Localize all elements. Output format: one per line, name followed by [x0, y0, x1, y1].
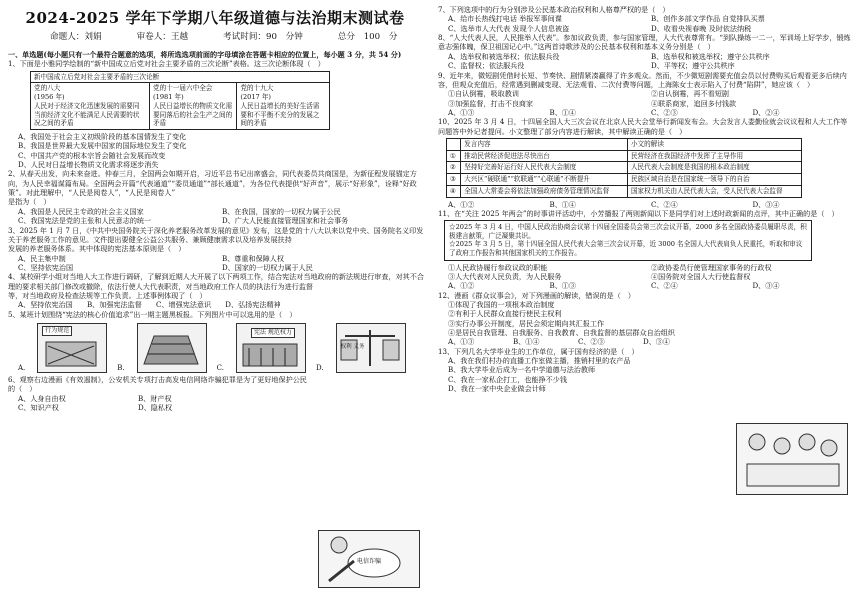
section-heading: 一、单选题(每小题只有一个最符合题意的选项，将所选选项前面的字母填涂在答题卡相应的位置上，每小题 3 分，共 54 分) — [8, 50, 402, 59]
q12-answer[interactable]: B、①④ — [513, 337, 540, 347]
q10-col-header: 发言内容 — [461, 139, 628, 151]
q12-answer[interactable]: D、③④ — [643, 337, 670, 347]
q9-options-row — [438, 89, 854, 98]
q3-option[interactable]: C、坚持依宪治国 — [18, 262, 74, 272]
q12-option: ①体现了我国的一项根本政治制度 — [448, 299, 555, 309]
question-5: 5、某班计划围绕“宪法的核心价值追求”出一期主题黑板报。下列图片中可以选用的是（ ） — [8, 309, 297, 319]
question-10: 10、2025 年 3 月 4 日，十四届全国人大三次会议在北京人民大会堂举行新闻发布会。大会发言人娄勤俭就会议议程和人大工作等问题答中外记者提问。小文整理了部分内容进行解读，其中解读正确的是（ ） — [438, 117, 848, 136]
q5-pic-letter: C. — [216, 363, 224, 372]
q12-answers-row — [438, 337, 708, 346]
table-row: ④ 全国人大常委会将依法加强政府债务管理情况监督 国家权力机关由人民代表大会，受人民代表大会监督 — [447, 185, 802, 197]
q11-answer[interactable]: D、③④ — [752, 281, 780, 291]
q3-options-row — [8, 263, 426, 272]
q9-answer[interactable]: D、②④ — [752, 107, 780, 117]
q2-options-row — [8, 207, 426, 216]
question-1: 1、下面是小雅同学绘制的“新中国成立后党对社会主要矛盾的三次论断”表格。这三次论断体现（ ） — [8, 59, 325, 69]
q11-options-row — [438, 263, 854, 272]
q8-options-row — [438, 61, 854, 70]
q11-answer[interactable]: C、②④ — [651, 281, 678, 291]
q2-option[interactable]: A、我国是人民民主专政的社会主义国家 — [18, 206, 144, 216]
question-6: 6、观察右边漫画《有效遏制》，公安机关专项打击高发电信网络诈骗犯罪是为了更好地保护公民的（ ） — [8, 375, 307, 394]
q8-options-row — [438, 52, 854, 61]
q6-option[interactable]: A、人身自由权 — [18, 393, 66, 403]
q11-news-box: ☆2025 年 3 月 4 日，中国人民政治协商会议第十四届全国委员会第三次会议开幕，2000 多名全国政协委员履职尽责，积极建言献策，广泛凝聚共识。 ☆2025 年 3 月 5 日，第十四届全国人民代表大会第三次会议开幕，近 3000 名全国人大代表肩负人民重托，听取和审议了政府工作报告和其他国家机关的工作报告。 — [444, 220, 812, 260]
q10-col-header: 小文的解读 — [627, 139, 801, 151]
question-4: 4、某校研学小组对当地人大工作进行调研，了解到近期人大开展了以下两项工作，结合宪法对当地政府的新法规进行审查，对其不合理的要求相关部门修改或撤除，依法行使人大代表职责，对当地政府工作人员的执法行为进行监督 — [8, 272, 424, 291]
q6-cartoon: 电信诈骗 — [318, 530, 420, 588]
right-column — [438, 5, 854, 394]
q2-option[interactable]: C、我国宪法是党的主张和人民意志的统一 — [18, 216, 152, 226]
q1-col-3: 党的十九大 (2017 年) 人民日益增长的美好生活需要和不平衡不充分的发展之间的矛盾 — [237, 83, 330, 130]
q7-options-row — [438, 24, 854, 33]
q1-option[interactable]: A、我国处于社会主义初级阶段的基本国情发生了变化 — [18, 131, 187, 141]
question-2-tail: 是指为（ ） — [8, 197, 51, 207]
q12-option: ④是居民自我管理、自我服务、自我教育、自我监督的基层群众自治组织 — [448, 328, 675, 338]
q1-option[interactable]: C、中国共产党的根本宗旨会随社会发展而改变 — [18, 150, 166, 160]
q5-picture-c[interactable]: 宪法 规范权力 — [236, 323, 306, 373]
q11-answer[interactable]: A、①② — [448, 281, 475, 291]
q5-pic-letter: A. — [18, 363, 26, 372]
q12-option: ③实行办事公开制度，居民会须定期向其汇报工作 — [448, 318, 605, 328]
q11-option: ①人民政协履行参政议政的职能 — [448, 262, 548, 272]
q1-col-1: 党的八大 (1956 年) 人民对于经济文化迅速发展的需要同当前经济文化不能满足人民需要的状况之间的矛盾 — [31, 83, 150, 130]
q10-answers-row — [438, 200, 854, 209]
q3-option[interactable]: D、国家的一切权力属于人民 — [222, 262, 313, 272]
q9-answer[interactable]: C、②③ — [651, 107, 678, 117]
left-column — [8, 50, 426, 565]
q12-answer[interactable]: A、①③ — [448, 337, 475, 347]
question-2: 2、从春天出发，向未来奋进。仲春三月，全国两会如期开启，习近平总书记出席盛会，同代表委员共商国是，为新征程发展锚定方向，为人民幸福谋篇布局。全国两会开篇“代表通道”“委员通道”“部长通道”，为各位代表提供“好声音”，展示“好形象”，诠释“好政策”。对此理解中，“人民是阅卷人”，“人民是阅卷人” — [8, 169, 417, 198]
q10-answer[interactable]: D、③④ — [752, 199, 780, 209]
q9-option: ①自认倒霉，吸取教训 — [448, 89, 519, 99]
q6-option[interactable]: D、隐私权 — [138, 403, 173, 413]
table-row: ② 坚持好完善好运行好人民代表大会制度 人民代表大会制度是我国的根本政治制度 — [447, 162, 802, 174]
question-12: 12、漫画《群众议事会》，对下列漫画的解读，错误的是（ ） — [438, 290, 636, 300]
q9-options-row — [438, 99, 854, 108]
q6-option[interactable]: B、财产权 — [138, 393, 172, 403]
q7-option[interactable]: A、给市长热线打电话 举报军事间谍 — [448, 14, 562, 24]
q7-option[interactable]: D、收看央视春晚 及时依法纳税 — [651, 23, 752, 33]
table-row: ① 推动民营经济促进法尽快出台 民营经济在我国经济中发挥了主导作用 — [447, 150, 802, 162]
q7-option[interactable]: B、创作多部文学作品 自觉排队买票 — [651, 14, 765, 24]
q8-option[interactable]: D、平等权；遵守公共秩序 — [651, 61, 735, 71]
q10-answer[interactable]: C、②④ — [651, 199, 678, 209]
q9-answers-row — [438, 108, 854, 117]
q9-answer[interactable]: A、①③ — [448, 107, 475, 117]
q5-pic-letter: D. — [316, 363, 324, 372]
q1-col-2: 党的十一届六中全会 (1981 年) 人民日益增长的物质文化需要同落后的社会生产之间的矛盾 — [150, 83, 237, 130]
author: 命题人：刘娟 — [50, 32, 102, 42]
q7-option[interactable]: C、选举市人大代表 发现个人信息被盗 — [448, 23, 570, 33]
question-4-tail: 等，对当地政府及检查法规等工作负责。上述事例体现了（ ） — [8, 291, 207, 301]
q2-options-row — [8, 216, 426, 225]
q11-answers-row — [438, 281, 854, 290]
q8-option[interactable]: C、监督权；依法服兵役 — [448, 61, 525, 71]
q3-options-row — [8, 254, 426, 263]
q9-option: ③加强监督，打击不良商家 — [448, 98, 534, 108]
q12-answer[interactable]: C、②③ — [578, 337, 605, 347]
q13-option[interactable]: B、我大学毕业后成为一名中学道德与法治教师 — [448, 365, 596, 375]
q5-picture-b[interactable] — [137, 323, 207, 373]
q6-options-row — [8, 394, 258, 403]
exam-time: 考试时间：90 分钟 — [223, 32, 303, 42]
q6-options-row — [8, 403, 258, 412]
q10-answer[interactable]: A、①② — [448, 199, 475, 209]
q9-option: ②自认倒霉，再不看短剧 — [651, 89, 730, 99]
q5-picture-a[interactable]: 行为规范 — [37, 323, 107, 373]
total-score: 总分 100 分 — [337, 32, 398, 42]
q1-option[interactable]: D、人民对日益增长物质文化需求将逐步消失 — [18, 160, 159, 170]
question-8: 8、“人大代表人民，人民推举人代表”。参加议政负责，参与国家管理，人大代表尊常有。“到队操练一二一，军训场上好学步，锻炼意志强体魄，保卫祖国记心中。”这两首诗歌涉及的公民基本权利和基本义务分别是（ ） — [438, 33, 851, 52]
q2-option[interactable]: D、广大人民能直接管理国家和社会事务 — [222, 216, 349, 226]
q12-option: ②有利于人民群众直接行使民主权利 — [448, 309, 562, 319]
q11-options-row — [438, 272, 854, 281]
q3-option[interactable]: A、民主集中制 — [18, 253, 66, 263]
q1-table-header: 新中国成立后党对社会主要矛盾的三次论断 — [31, 71, 330, 83]
question-13: 13、下列几名大学毕业生的工作单位，属于国有经济的是（ ） — [438, 346, 639, 356]
q8-option[interactable]: B、选举权和被选举权；遵守公共秩序 — [651, 51, 770, 61]
q11-answer[interactable]: B、①③ — [549, 281, 576, 291]
q9-option: ④联系商家，追回多付钱款 — [651, 98, 737, 108]
q11-option: ②政协委员行使管理国家事务的行政权 — [651, 262, 772, 272]
q1-table — [30, 71, 330, 130]
q12-cartoon — [736, 423, 848, 495]
q5-pic-letter: B. — [117, 363, 125, 372]
q8-option[interactable]: A、选举权和被选举权；依法服兵役 — [448, 51, 560, 61]
question-9: 9、近年来，微短剧凭借时长短、节奏快、剧情紧凑赢得了许多观众。然而，不少微短剧需要充值会员以付费购买后观看更多后续内容，但观众充值后，经常遇到删减变现、无法观看、二次付费等问题，上海陈女士表示陷入了付费“陷阱”，她应该（ ） — [438, 70, 847, 89]
q1-option[interactable]: B、我国是世界最大发展中国家的国际地位发生了变化 — [18, 141, 187, 151]
q11-option: ③人大代表对人民负责，为人民服务 — [448, 271, 562, 281]
q13-option[interactable]: A、我在我们村办的直播工作室做主播，推销村里的农产品 — [448, 356, 631, 366]
question-3: 3、2025 年 1 月 7 日，《中共中央国务院关于深化养老服务改革发展的意见》发布，这是党的十八大以来以党中央、国务院名义印发关于养老服务工作的意见。文件提出要健全公益公共服务、兼顾健康需求以及培养发展扶持 — [8, 225, 424, 244]
q13-option[interactable]: D、我在一家中央企业做会计师 — [448, 384, 546, 394]
q10-table — [446, 138, 802, 198]
q5-picture-d[interactable]: 权利 义务 — [336, 323, 406, 373]
q9-answer[interactable]: B、①④ — [549, 107, 576, 117]
q2-option[interactable]: B、在我国，国家的一切权力属于公民 — [222, 206, 341, 216]
q4-options[interactable]: A、坚持依宪治国 B、加强宪法监督 C、增强宪法意识 D、弘扬宪法精神 — [18, 300, 281, 310]
q11-option: ④国务院对全国人大行使监督权 — [651, 271, 751, 281]
q7-options-row — [438, 14, 854, 23]
question-11: 11、在“关注 2025 年两会”的时事讲评活动中，小芳播报了两则新闻以下是同学们对上述时政新闻的点评，其中正确的是（ ） — [438, 208, 839, 218]
exam-meta — [50, 30, 397, 42]
q10-answer[interactable]: B、①④ — [549, 199, 576, 209]
table-row: ③ 大兴区“硬联通”“软联通”“心联通”不断提升 民族区域自治是在国家统一领导下的自治 — [447, 174, 802, 186]
question-7: 7、下列选项中的行为分别涉及公民基本政治权利和人格尊严权的是（ ） — [438, 5, 670, 14]
q5-pictures — [18, 321, 426, 373]
question-3-tail: 发展的养老服务体系。其中体现的宪法基本原则是（ ） — [8, 244, 186, 254]
q6-option[interactable]: C、知识产权 — [18, 403, 59, 413]
q3-option[interactable]: B、尊重和保障人权 — [222, 253, 284, 263]
reviewer: 审卷人：王越 — [136, 32, 189, 42]
q13-option[interactable]: C、我在一家私企打工，也能挣不少钱 — [448, 374, 567, 384]
exam-title: 2024-2025 学年下学期八年级道德与法治期末测试卷 — [25, 9, 405, 27]
